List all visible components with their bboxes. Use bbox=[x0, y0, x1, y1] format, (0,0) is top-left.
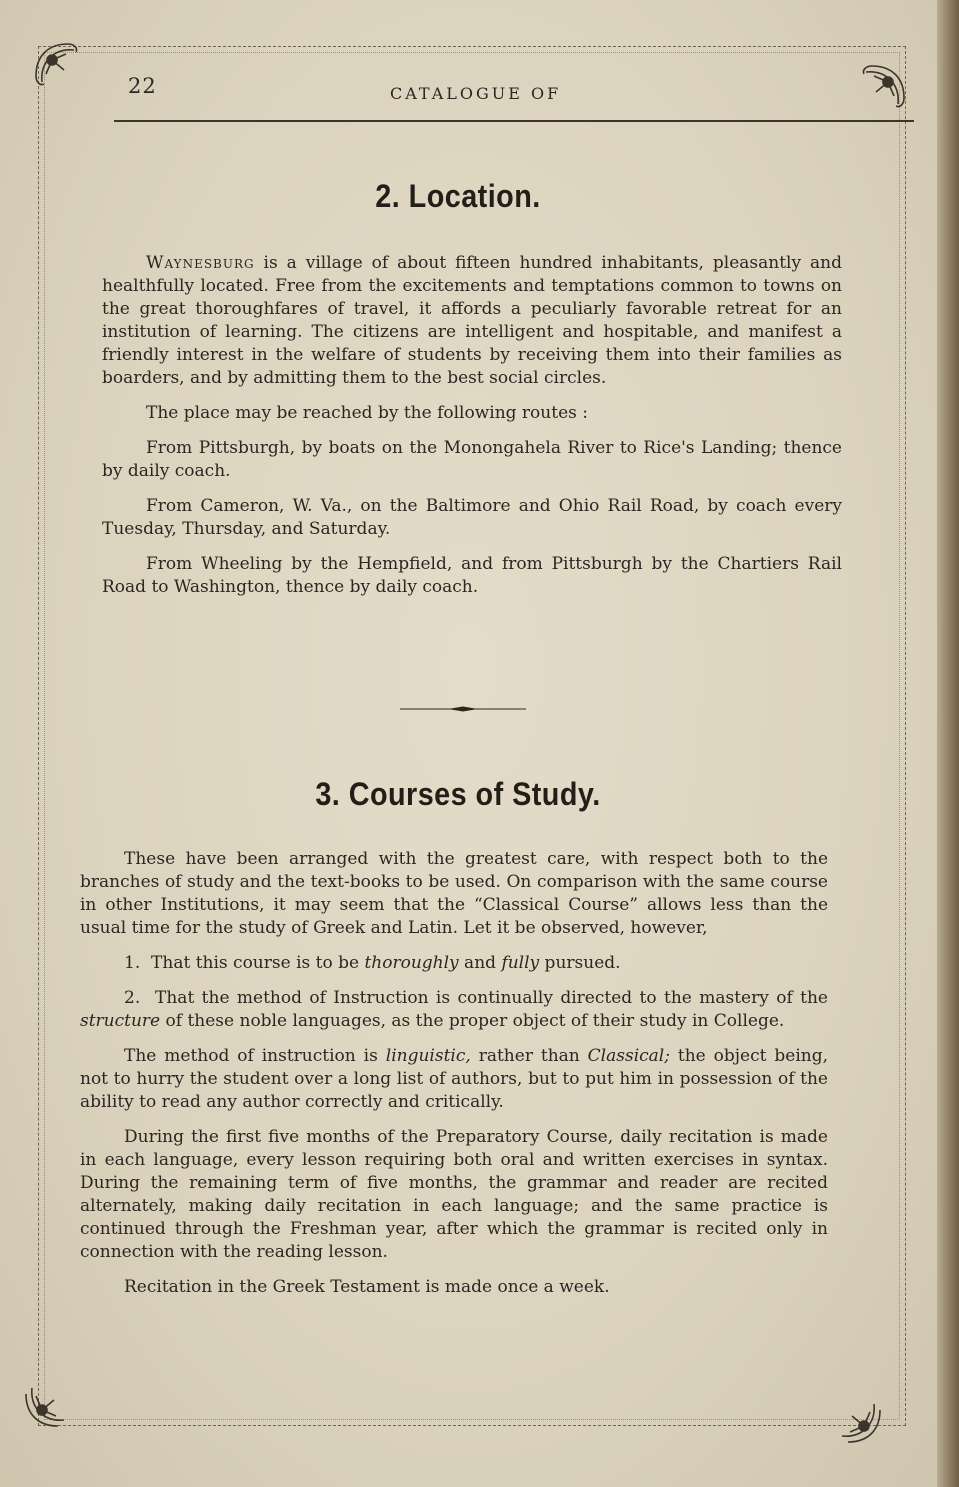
location-section bbox=[102, 252, 842, 611]
location-paragraph: Waynesburg is a village of about fifteen hundred inhabitants, pleasantly and healthfully located. Free from the excitements and temptations common to towns on the great thoroughfares of travel, it affords a peculiarly favorable retreat for an institution of learning. The citizens are intelligent and hospitable, and manifest a friendly interest in the welfare of students by receiving them into their families as boarders, and by admitting them to the best social circles. bbox=[102, 253, 842, 388]
page-number: 22 bbox=[128, 74, 157, 98]
section-divider-icon bbox=[400, 706, 526, 712]
page-header bbox=[78, 72, 838, 106]
preparatory-paragraph: During the first five months of the Preparatory Course, daily recitation is made in each language, every lesson requiring both oral and written exercises in syntax. During the remaining term of five months, the grammar and reader are recited alternately, making daily recitation in each language; and the same practice is continued through the Freshman year, after which the grammar is recited only in connection with the reading lesson. bbox=[80, 1127, 828, 1262]
routes-intro: The place may be reached by the following routes : bbox=[146, 403, 588, 423]
section-heading-courses: 3. Courses of Study. bbox=[315, 776, 601, 812]
list-item: 1. That this course is to be thoroughly and fully pursued. bbox=[124, 953, 621, 973]
page-content bbox=[78, 72, 842, 1297]
town-name: Waynesburg bbox=[146, 253, 255, 273]
header-rule bbox=[114, 120, 914, 122]
route-pittsburgh: From Pittsburgh, by boats on the Monongahela River to Rice's Landing; thence by daily coach. bbox=[102, 438, 842, 481]
list-item: 2. That the method of Instruction is continually directed to the mastery of the structure of these noble languages, as the proper object of their study in College. bbox=[80, 988, 828, 1031]
running-head: CATALOGUE OF bbox=[390, 84, 562, 103]
greek-testament-paragraph: Recitation in the Greek Testament is made once a week. bbox=[124, 1277, 610, 1297]
corner-ornament-bottom-right-icon bbox=[824, 1386, 888, 1450]
book-spine bbox=[937, 0, 959, 1487]
route-cameron: From Cameron, W. Va., on the Baltimore and Ohio Rail Road, by coach every Tuesday, Thursday, and Saturday. bbox=[102, 496, 842, 539]
section-heading-location: 2. Location. bbox=[375, 178, 541, 214]
courses-intro: These have been arranged with the greatest care, with respect both to the branches of study and the text-books to be used. On comparison with the same course in other Institutions, it may seem that the “Classical Course” allows less than the usual time for the study of Greek and Latin. Let it be observed, however, bbox=[80, 849, 828, 938]
corner-ornament-bottom-left-icon bbox=[18, 1370, 82, 1434]
courses-section bbox=[80, 848, 828, 1311]
corner-ornament-top-right-icon bbox=[848, 58, 912, 122]
method-paragraph: The method of instruction is linguistic, rather than Classical; the object being, not to hurry the student over a long list of authors, but to put him in possession of the ability to read any author correctly and critically. bbox=[80, 1046, 829, 1112]
route-wheeling: From Wheeling by the Hempfield, and from Pittsburgh by the Chartiers Rail Road to Washington, thence by daily coach. bbox=[102, 554, 842, 597]
